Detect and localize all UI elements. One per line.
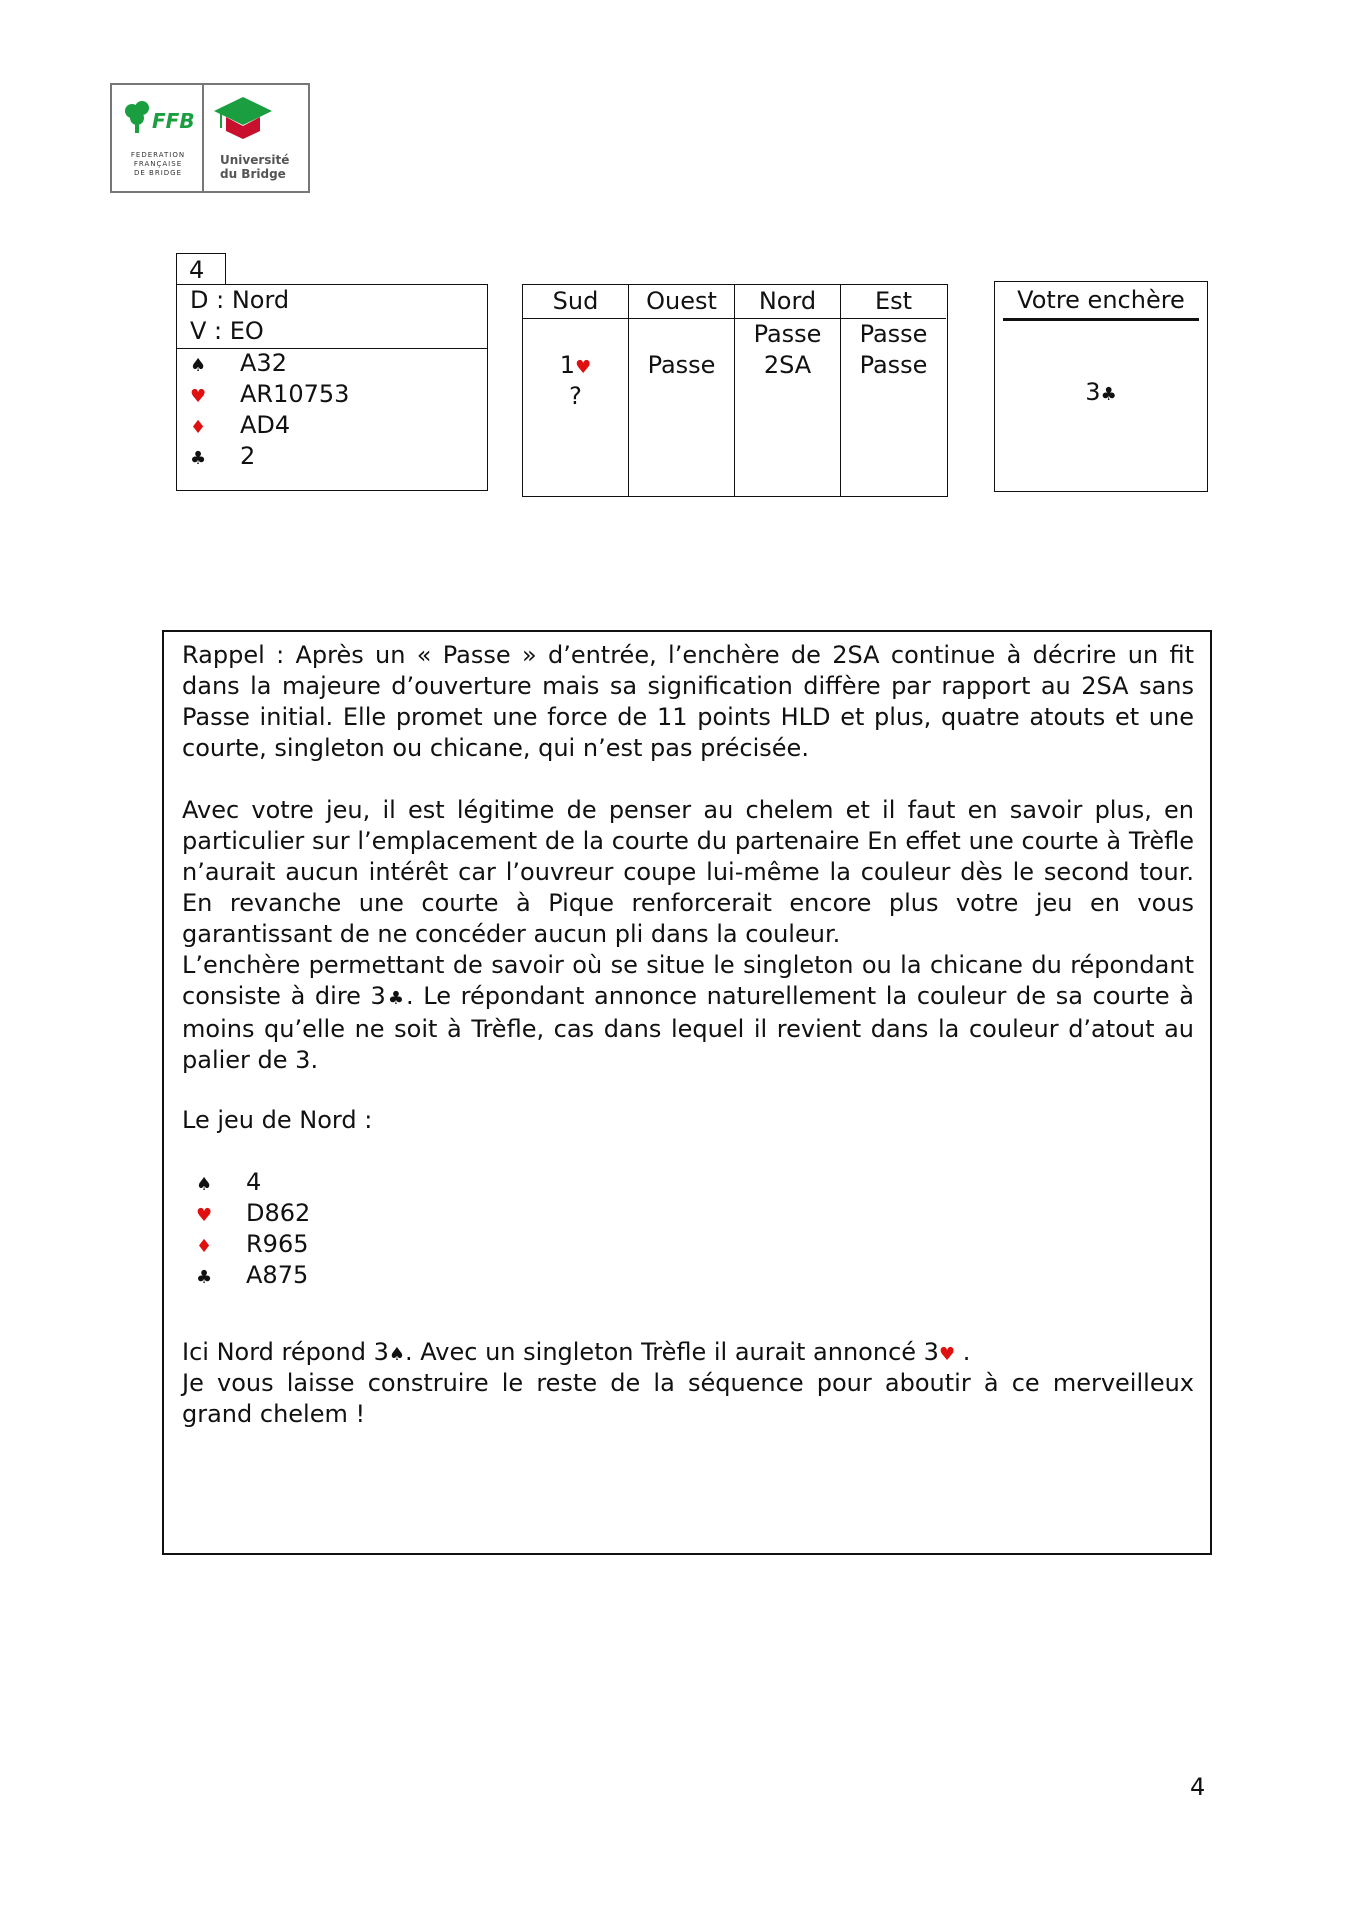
response-text-b: . Avec un singleton Trèfle il aurait annoncé 3: [405, 1338, 939, 1366]
relay-text-a: L’enchère permettant de savoir où se situe le singleton ou la chicane du répondant consiste à dire 3: [182, 951, 1194, 1010]
north-diamond-cards: R965: [246, 1230, 309, 1258]
response-text-c: .: [955, 1338, 971, 1366]
ffb-logo: [110, 83, 310, 193]
paragraph-relay: [182, 950, 1194, 1076]
explanation-box: [162, 630, 1212, 1555]
hand-row-clubs: [190, 441, 255, 472]
logo-divider: [202, 85, 204, 191]
south-hand-box: [176, 284, 488, 491]
mortarboard-icon: [212, 95, 274, 141]
ffb-wordmark: FFB: [152, 109, 195, 133]
heart-icon: ♥: [575, 357, 592, 378]
club-cards: 2: [240, 442, 256, 470]
north-row-spades: [196, 1167, 261, 1198]
north-hand-title: Le jeu de Nord :: [182, 1106, 373, 1134]
bid-cell: Passe: [647, 351, 716, 379]
hand-row-spades: [190, 348, 287, 379]
response-text-a: Ici Nord répond 3: [182, 1338, 389, 1366]
bid-header-sud: Sud: [523, 285, 628, 319]
bid-cell: 2SA: [763, 351, 812, 379]
bid-cell: Passe: [753, 320, 822, 348]
bid-column-est: [841, 285, 946, 496]
diamond-icon: ♦: [196, 1236, 213, 1257]
paragraph-conclusion: Je vous laisse construire le reste de la séquence pour aboutir à ce merveilleux grand chelem !: [182, 1369, 1194, 1428]
north-row-diamonds: [196, 1229, 308, 1260]
bid-cell: Passe: [859, 320, 928, 348]
spade-cards: A32: [240, 349, 287, 377]
north-spade-cards: 4: [246, 1168, 262, 1196]
paragraph-analysis: Avec votre jeu, il est légitime de penser au chelem et il faut en savoir plus, en particulier sur l’emplacement de la courte du partenaire En effet une courte à Trèfle n’aurait aucun intérêt car l’ouvreur coupe lui-même la couleur dès le second tour. En revanche une courte à Pique renforcerait encore plus votre jeu en vous garantissant de ne concéder aucun pli dans la couleur.: [182, 796, 1194, 948]
north-row-hearts: [196, 1198, 310, 1229]
bid-cell: [523, 319, 628, 350]
ffb-subtitle-3: DE BRIDGE: [133, 169, 182, 177]
spade-icon: ♠: [388, 1344, 406, 1365]
club-icon: ♣: [1100, 384, 1117, 405]
spade-icon: ♠: [196, 1174, 213, 1195]
bidding-table: [522, 284, 948, 497]
bid-header-ouest: Ouest: [629, 285, 734, 319]
universite-line-1: Université: [220, 153, 290, 167]
diamond-cards: AD4: [240, 411, 291, 439]
heart-icon: ♥: [938, 1344, 956, 1365]
bid-column-nord: [735, 285, 841, 496]
bid-column-sud: [523, 285, 629, 496]
club-icon: ♣: [196, 1267, 213, 1288]
universite-emblem: [212, 95, 306, 185]
ffb-subtitle-2: FRANÇAISE: [133, 160, 183, 168]
diamond-icon: ♦: [190, 417, 207, 438]
page-number: 4: [1190, 1773, 1206, 1801]
heart-icon: ♥: [196, 1205, 213, 1226]
bid-cell: Passe: [859, 351, 928, 379]
answer-bid-level: 3: [1085, 378, 1101, 406]
bid-level: 1: [559, 351, 576, 379]
relay-text-b: . Le répondant annonce naturellement la couleur de sa courte à moins qu’elle ne soit à Trèfle, cas dans lequel il revient dans la couleur d’atout au palier de 3.: [182, 982, 1195, 1074]
hand-row-hearts: [190, 379, 349, 410]
bid-column-ouest: [629, 285, 735, 496]
spade-icon: ♠: [190, 355, 207, 376]
answer-box: [994, 281, 1208, 492]
universite-line-2: du Bridge: [220, 167, 286, 181]
bid-cell-sud-opening: [523, 350, 628, 381]
bid-cell: [629, 319, 734, 350]
ffb-emblem: [118, 99, 198, 187]
club-icon: ♣: [190, 448, 207, 469]
vulnerability: V : EO: [190, 317, 264, 345]
bid-cell: [841, 381, 946, 412]
bid-cell: [735, 381, 840, 412]
paragraph-response: [182, 1337, 1194, 1370]
club-tree-icon: [120, 99, 156, 135]
north-heart-cards: D862: [246, 1199, 311, 1227]
bid-header-nord: Nord: [735, 285, 840, 319]
bid-cell: [629, 381, 734, 412]
bid-header-est: Est: [841, 285, 946, 319]
north-club-cards: A875: [246, 1261, 309, 1289]
north-row-clubs: [196, 1260, 308, 1291]
heart-icon: ♥: [190, 386, 207, 407]
paragraph-rappel: Rappel : Après un « Passe » d’entrée, l’enchère de 2SA continue à décrire un fit dans la majeure d’ouverture mais sa signification diffère par rapport au 2SA sans Passe initial. Elle promet une force de 11 points HLD et plus, quatre atouts et une courte, singleton ou chicane, qui n’est pas précisée.: [182, 641, 1194, 762]
answer-bid: [995, 377, 1207, 410]
answer-title: Votre enchère: [1003, 282, 1199, 321]
deal-number: 4: [176, 253, 226, 285]
club-icon: ♣: [385, 988, 406, 1009]
heart-cards: AR10753: [240, 380, 350, 408]
bid-cell: ?: [569, 382, 582, 410]
ffb-subtitle-1: FEDERATION: [130, 151, 186, 159]
hand-row-diamonds: [190, 410, 290, 441]
dealer: D : Nord: [190, 286, 290, 314]
